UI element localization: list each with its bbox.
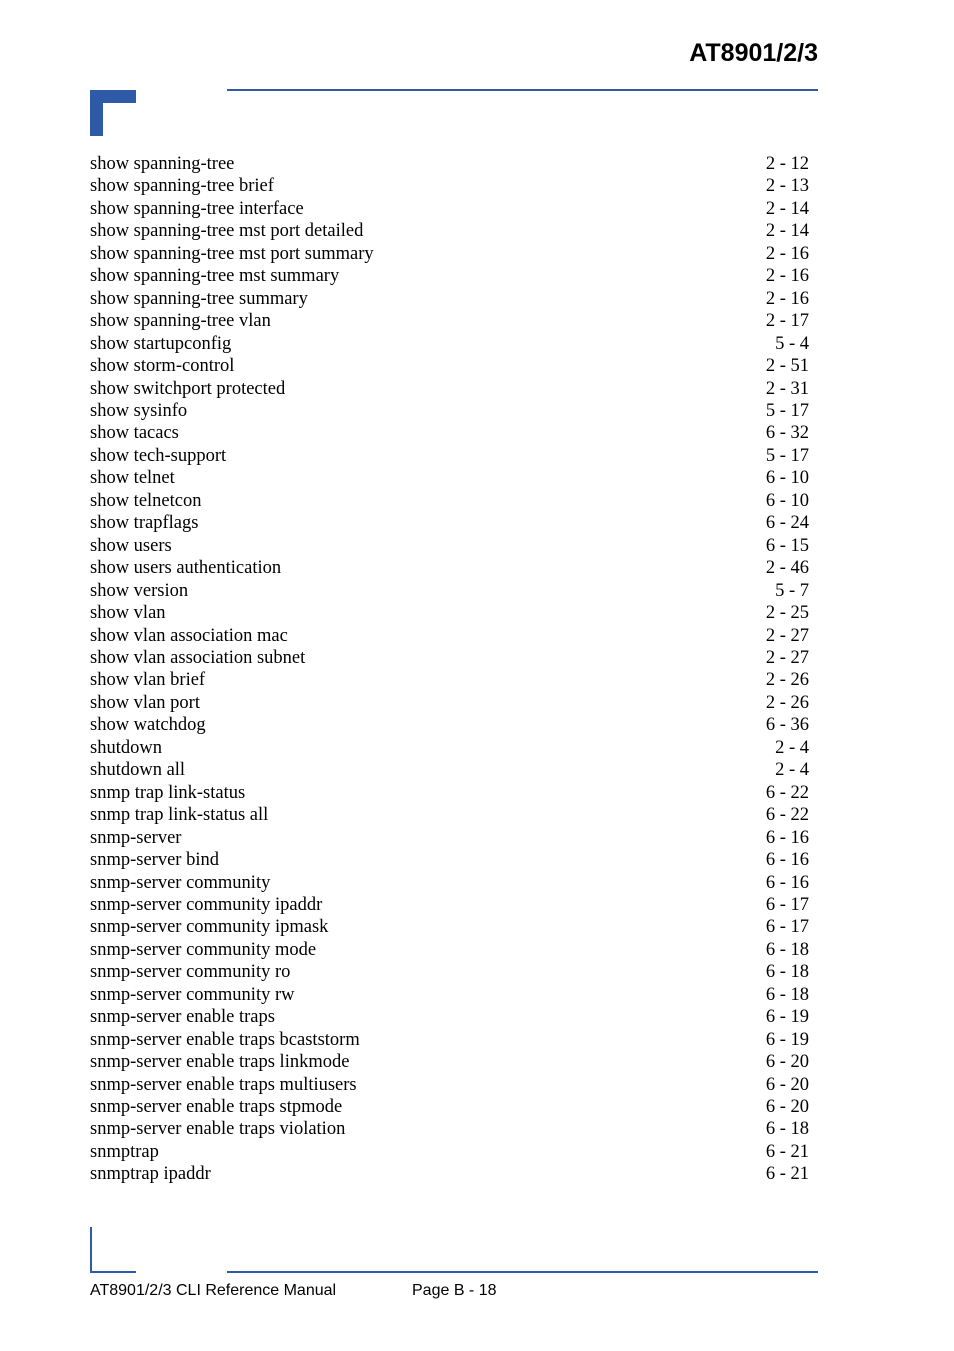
index-entry [90, 580, 809, 602]
index-entry [90, 894, 809, 916]
index-entry [90, 827, 809, 849]
index-term: snmp-server community [90, 872, 271, 893]
index-entry [90, 1006, 809, 1028]
index-term: snmp-server [90, 827, 182, 848]
index-entry [90, 669, 809, 691]
index-term: snmp-server enable traps [90, 1007, 275, 1028]
index-term: snmp trap link-status all [90, 805, 269, 826]
index-entry [90, 310, 809, 332]
index-page-ref: 6 - 32 [765, 423, 809, 444]
index-entry [90, 175, 809, 197]
index-term: show spanning-tree summary [90, 288, 308, 309]
index-term: snmp-server community ro [90, 962, 291, 983]
index-page-ref: 6 - 17 [765, 894, 809, 915]
index-term: snmptrap ipaddr [90, 1164, 211, 1185]
index-term: show spanning-tree vlan [90, 311, 271, 332]
index-entry [90, 759, 809, 781]
index-entry [90, 782, 809, 804]
index-term: show tacacs [90, 423, 179, 444]
index-entry [90, 288, 809, 310]
index-term: shutdown [90, 737, 162, 758]
index-term: show vlan association subnet [90, 647, 306, 668]
index-page-ref: 2 - 51 [765, 356, 809, 377]
index-entry [90, 153, 809, 175]
index-term: show telnetcon [90, 490, 202, 511]
footer-corner-mark [90, 1227, 136, 1273]
index-page-ref: 2 - 46 [765, 558, 809, 579]
index-page-ref: 2 - 13 [765, 176, 809, 197]
index-entry [90, 445, 809, 467]
index-entry [90, 1163, 809, 1185]
index-page-ref: 6 - 24 [765, 513, 809, 534]
index-entry [90, 1141, 809, 1163]
index-term: snmp-server community ipmask [90, 917, 329, 938]
index-page-ref: 6 - 16 [765, 827, 809, 848]
index-page-ref: 2 - 27 [765, 647, 809, 668]
index-entry [90, 1029, 809, 1051]
index-page-ref: 5 - 4 [775, 333, 809, 354]
index-entry [90, 939, 809, 961]
index-page-ref: 6 - 22 [765, 805, 809, 826]
index-page-ref: 2 - 16 [765, 243, 809, 264]
index-term: snmptrap [90, 1141, 159, 1162]
index-entry [90, 557, 809, 579]
index-entry [90, 220, 809, 242]
index-entry [90, 1074, 809, 1096]
index-term: show sysinfo [90, 400, 188, 421]
index-entry [90, 984, 809, 1006]
index-page-ref: 6 - 36 [765, 715, 809, 736]
index-entry [90, 714, 809, 736]
index-page-ref: 2 - 25 [765, 603, 809, 624]
index-term: snmp-server bind [90, 850, 219, 871]
index-entry [90, 535, 809, 557]
index-term: snmp-server enable traps stpmode [90, 1097, 343, 1118]
index-term: show spanning-tree [90, 154, 235, 174]
index-page-ref: 6 - 17 [765, 917, 809, 938]
index-term: show version [90, 580, 189, 601]
footer-page-number: Page B - 18 [412, 1282, 497, 1299]
index-entry [90, 378, 809, 400]
index-term: snmp-server enable traps linkmode [90, 1052, 350, 1073]
index-page-ref: 6 - 20 [765, 1097, 809, 1118]
index-term: show storm-control [90, 356, 235, 377]
index-page-ref: 6 - 18 [765, 939, 809, 960]
index-page-ref: 6 - 21 [765, 1141, 809, 1162]
index-page-ref: 5 - 7 [775, 580, 809, 601]
index-page-ref: 2 - 14 [765, 198, 809, 219]
index-page-ref: 6 - 20 [765, 1052, 809, 1073]
index-entry [90, 355, 809, 377]
index-term: show switchport protected [90, 378, 286, 399]
index-entry [90, 198, 809, 220]
index-page-ref: 6 - 19 [765, 1029, 809, 1050]
index-term: show vlan brief [90, 670, 206, 691]
index-term: show spanning-tree mst summary [90, 266, 340, 287]
index-entry [90, 625, 809, 647]
index-page-ref: 6 - 22 [765, 782, 809, 803]
index-entry [90, 916, 809, 938]
index-page-ref: 2 - 26 [765, 670, 809, 691]
index-term: show tech-support [90, 445, 227, 466]
index-page-ref: 2 - 16 [765, 288, 809, 309]
index-term: show spanning-tree brief [90, 176, 274, 197]
index-entry [90, 737, 809, 759]
index-term: snmp-server enable traps bcaststorm [90, 1029, 360, 1050]
index-entry [90, 1051, 809, 1073]
index-page-ref: 2 - 14 [765, 221, 809, 242]
index-entry [90, 692, 809, 714]
index-list [90, 153, 809, 1186]
index-term: snmp-server enable traps multiusers [90, 1074, 357, 1095]
index-entry [90, 804, 809, 826]
index-term: show vlan association mac [90, 625, 288, 646]
index-term: snmp-server community mode [90, 939, 317, 960]
index-term: shutdown all [90, 760, 186, 781]
index-page-ref: 6 - 16 [765, 850, 809, 871]
index-entry [90, 422, 809, 444]
index-entry [90, 512, 809, 534]
index-page-ref: 2 - 4 [775, 737, 809, 758]
index-term: show trapflags [90, 513, 199, 534]
corner-bracket-logo [90, 90, 136, 136]
index-page-ref: 5 - 17 [765, 445, 809, 466]
index-entry [90, 333, 809, 355]
index-page-ref: 2 - 16 [765, 266, 809, 287]
document-title: AT8901/2/3 [689, 39, 818, 67]
index-entry [90, 849, 809, 871]
index-term: snmp-server community rw [90, 984, 295, 1005]
index-term: snmp-server enable traps violation [90, 1119, 346, 1140]
index-entry [90, 243, 809, 265]
index-page-ref: 2 - 17 [765, 311, 809, 332]
index-entry [90, 961, 809, 983]
index-page-ref: 6 - 18 [765, 962, 809, 983]
index-page-ref: 2 - 26 [765, 692, 809, 713]
header-rule [227, 89, 818, 91]
footer-manual-title: AT8901/2/3 CLI Reference Manual [90, 1282, 337, 1299]
index-entry [90, 490, 809, 512]
index-entry [90, 872, 809, 894]
index-page-ref: 2 - 12 [765, 154, 809, 174]
index-term: show users authentication [90, 558, 282, 579]
index-term: show spanning-tree interface [90, 198, 304, 219]
index-term: show spanning-tree mst port detailed [90, 221, 364, 242]
footer-rule [227, 1271, 818, 1273]
index-term: show startupconfig [90, 333, 232, 354]
index-term: snmp trap link-status [90, 782, 246, 803]
index-entry [90, 400, 809, 422]
index-page-ref: 6 - 20 [765, 1074, 809, 1095]
index-term: show users [90, 535, 172, 556]
index-entry [90, 602, 809, 624]
index-term: show vlan [90, 603, 166, 624]
index-term: show spanning-tree mst port summary [90, 243, 374, 264]
index-page-ref: 6 - 10 [765, 490, 809, 511]
index-term: show telnet [90, 468, 175, 489]
index-page-ref: 6 - 16 [765, 872, 809, 893]
index-term: snmp-server community ipaddr [90, 894, 323, 915]
index-page-ref: 6 - 21 [765, 1164, 809, 1185]
index-page-ref: 5 - 17 [765, 400, 809, 421]
index-entry [90, 647, 809, 669]
index-term: show watchdog [90, 715, 206, 736]
index-page-ref: 2 - 31 [765, 378, 809, 399]
index-entry [90, 467, 809, 489]
index-entry [90, 1118, 809, 1140]
index-page-ref: 6 - 19 [765, 1007, 809, 1028]
index-page-ref: 6 - 18 [765, 984, 809, 1005]
index-page-ref: 2 - 27 [765, 625, 809, 646]
index-entry [90, 1096, 809, 1118]
index-term: show vlan port [90, 692, 200, 713]
index-page-ref: 6 - 10 [765, 468, 809, 489]
index-page-ref: 6 - 15 [765, 535, 809, 556]
index-page-ref: 2 - 4 [775, 760, 809, 781]
index-page-ref: 6 - 18 [765, 1119, 809, 1140]
index-entry [90, 265, 809, 287]
